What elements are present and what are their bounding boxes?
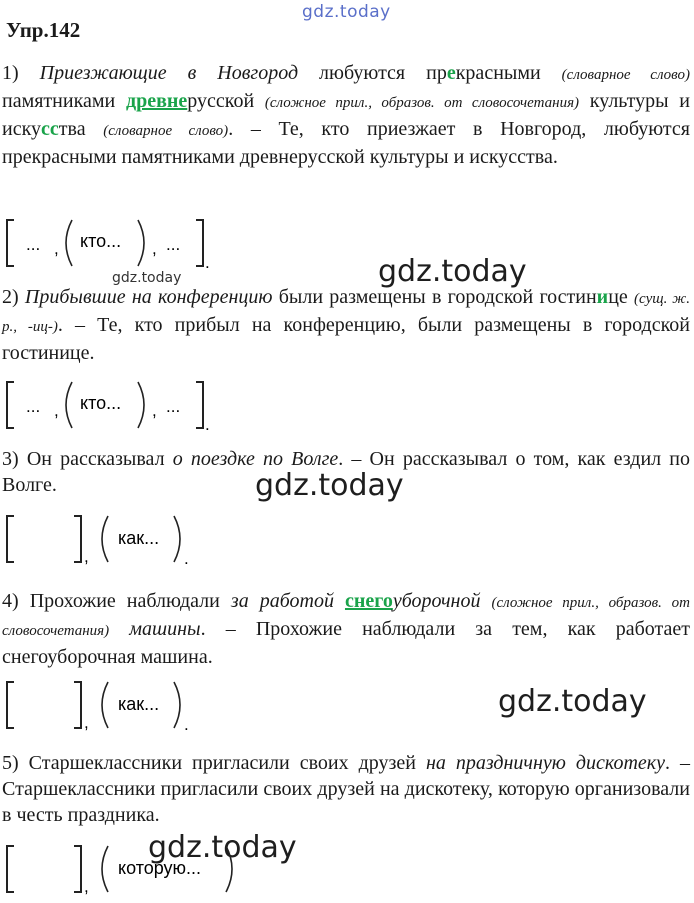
scheme-dots: ...: [166, 397, 181, 416]
watermark-top: gdz.today: [302, 2, 391, 22]
svg-text:,: ,: [84, 713, 89, 732]
scheme-word: кто...: [80, 231, 122, 251]
svg-text:,: ,: [152, 401, 157, 420]
highlight-letter: е: [446, 62, 456, 84]
scheme-dots: ...: [166, 235, 181, 254]
scheme-word: как...: [118, 528, 160, 548]
watermark-big: gdz.today: [148, 830, 297, 865]
svg-text:.: .: [205, 415, 210, 434]
sentence-scheme-5: [4, 842, 244, 903]
svg-text:.: .: [205, 253, 210, 272]
watermark-big: gdz.today: [498, 684, 647, 719]
sentence-2: 2) Прибывшие на конференцию были размещены в городской гостинице (сущ. ж. р., -иц-). – Те, кто прибыл на конференцию, были размещены в городской гостинице.: [2, 286, 691, 364]
svg-text:,: ,: [84, 547, 89, 566]
exercise-title: Упр.142: [6, 18, 81, 42]
sentence-scheme-3: [4, 512, 204, 573]
svg-text:,: ,: [54, 401, 59, 420]
highlight-root: древне: [125, 90, 188, 112]
sentence-3: 3) Он рассказывал о поездке по Волге. – Он рассказывал о том, как ездил по Волге.: [2, 448, 690, 496]
svg-text:,: ,: [54, 239, 59, 258]
svg-text:.: .: [184, 549, 189, 568]
svg-text:,: ,: [152, 239, 157, 258]
watermark-small: gdz.today: [112, 270, 182, 286]
suffix-mark: -иц-: [27, 319, 53, 335]
scheme-dots: ...: [26, 397, 41, 416]
sentence-4: 4) Прохожие наблюдали за работой снегоуборочной (сложное прил., образов. от словосочетания) машины. – Прохожие наблюдали за тем, как работает снегоуборочная машина.: [2, 590, 690, 668]
highlight-letters: сс: [41, 118, 59, 140]
sentence-5: 5) Старшеклассники пригласили своих друзей на праздничную дискотеку. – Старшеклассники пригласили своих друзей на дискотеку, которую организовали в честь праздника.: [2, 752, 690, 826]
scheme-word: которую...: [118, 858, 202, 878]
highlight-letter: и: [596, 286, 609, 308]
watermark-big: gdz.today: [378, 254, 527, 289]
scheme-dots: ...: [26, 235, 41, 254]
sentence-scheme-2: [4, 378, 224, 439]
sentence-scheme-4: [4, 678, 204, 739]
scheme-word: как...: [118, 694, 160, 714]
svg-text:.: .: [184, 715, 189, 734]
sentence-1: 1) Приезжающие в Новгород любуются прекрасными (словарное слово) памятниками древнерусской (сложное прил., образов. от словосочетания) культуры и искусства (словарное слово). – Те, кто приезжает в Новгород, любуются прекрасными памятниками древнерусской культуры и искусства.: [2, 62, 690, 168]
scheme-word: кто...: [80, 393, 122, 413]
svg-text:,: ,: [84, 877, 89, 896]
sentence-scheme-1: [4, 216, 224, 277]
watermark-big: gdz.today: [255, 468, 404, 503]
highlight-root: снего: [344, 590, 393, 612]
